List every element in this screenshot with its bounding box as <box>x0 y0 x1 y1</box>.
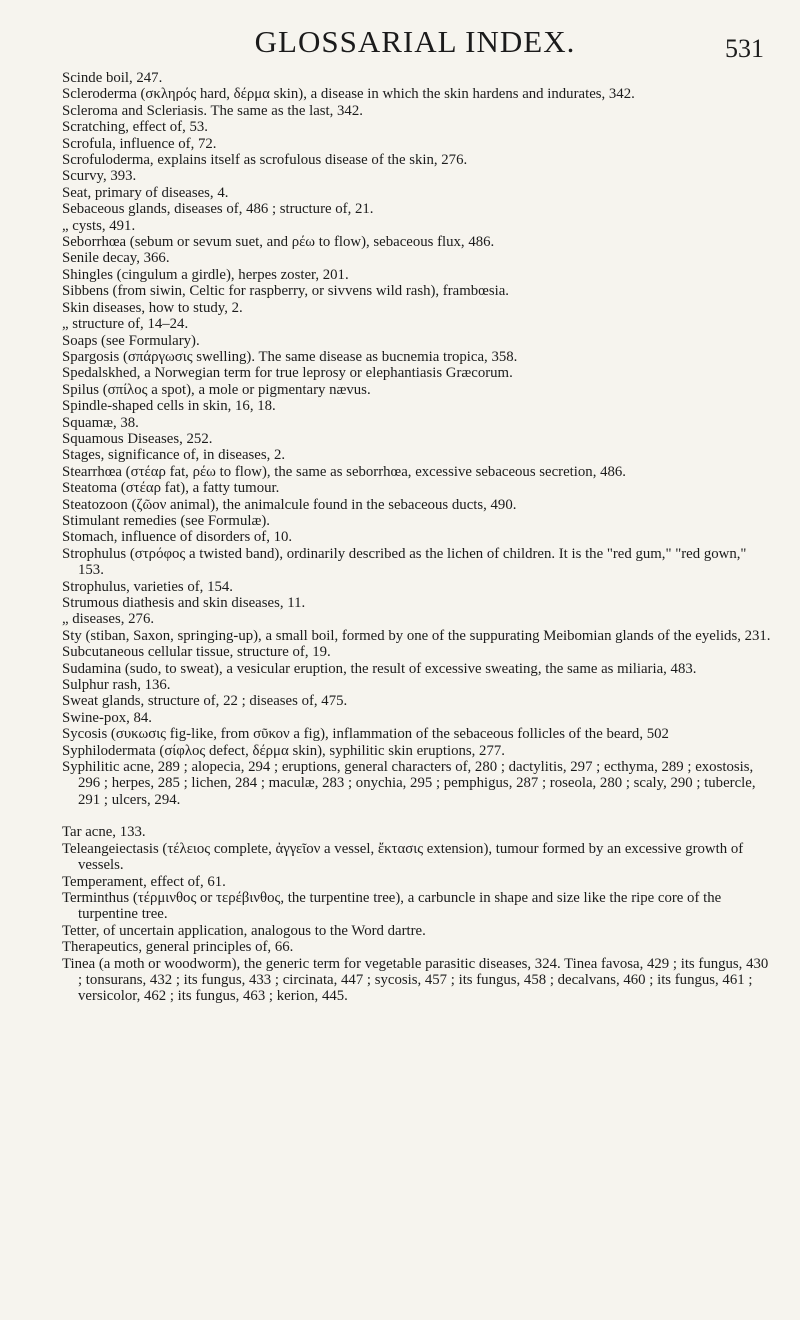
glossary-entry: Steatozoon (ζῶον animal), the animalcule found in the sebaceous ducts, 490. <box>62 496 517 513</box>
glossary-entry: Teleangeiectasis (τέλειος complete, ἀγγεῖον a vessel, ἔκτασις extension), tumour formed by an excessive growth of vessels. <box>62 840 744 874</box>
glossary-entry: Spilus (σπίλος a spot), a mole or pigmentary nævus. <box>62 381 371 398</box>
glossary-entry: Seborrhœa (sebum or sevum suet, and ρέω to flow), sebaceous flux, 486. <box>62 234 495 251</box>
glossary-entry: Sibbens (from siwin, Celtic for raspberry, or sivvens wild rash), frambœsia. <box>62 283 509 300</box>
glossary-entry: Tetter, of uncertain application, analogous to the Word dartre. <box>62 922 426 939</box>
glossary-entry: Swine-pox, 84. <box>62 709 153 726</box>
glossary-entry: Steatoma (στέαρ fat), a fatty tumour. <box>62 480 280 497</box>
glossary-entry: Skin diseases, how to study, 2. <box>62 299 243 316</box>
glossary-entry: Sweat glands, structure of, 22 ; diseases of, 475. <box>62 693 348 710</box>
glossary-subentry: „ structure of, 14–24. <box>62 316 189 333</box>
glossary-entry: Spargosis (σπάργωσις swelling). The same disease as bucnemia tropica, 358. <box>62 348 518 365</box>
glossary-entry: Sebaceous glands, diseases of, 486 ; structure of, 21. <box>62 201 374 218</box>
glossary-entry: Spedalskhed, a Norwegian term for true leprosy or elephantiasis Græcorum. <box>62 365 513 382</box>
glossary-entry: Terminthus (τέρμινθος or τερέβινθος, the turpentine tree), a carbuncle in shape and size like the ripe core of the turpentine tree. <box>62 889 722 923</box>
glossary-entry: Strumous diathesis and skin diseases, 11. <box>62 595 306 611</box>
glossary-entry: Subcutaneous cellular tissue, structure of, 19. <box>62 644 331 661</box>
glossary-entry: Stearrhœa (στέαρ fat, ρέω to flow), the same as seborrhœa, excessive sebaceous secretion, 486. <box>62 463 626 480</box>
glossary-entry: Scleroderma (σκληρός hard, δέρμα skin), a disease in which the skin hardens and indurates, 342. <box>62 86 635 103</box>
glossary-entry: Scinde boil, 247. <box>62 70 163 86</box>
glossary-entry: Syphilitic acne, 289 ; alopecia, 294 ; eruptions, general characters of, 280 ; dactylitis, 297 ; ecthyma, 289 ; exostosis, 296 ; herpes, 285 ; lichen, 284 ; maculæ, 283 ; onychia, 295 ; pemphigus, 287 ; roseola, 280 ; scaly, 290 ; tubercle, 291 ; ulcers, 294. <box>62 759 756 808</box>
glossary-subentry: „ diseases, 276. <box>62 611 155 628</box>
glossary-entry: Stimulant remedies (see Formulæ). <box>62 512 270 529</box>
glossary-entry: Seat, primary of diseases, 4. <box>62 184 229 201</box>
glossary-entry: Temperament, effect of, 61. <box>62 873 226 890</box>
glossary-entry: Scratching, effect of, 53. <box>62 119 208 136</box>
glossary-entry: Scrofuloderma, explains itself as scrofulous disease of the skin, 276. <box>62 152 468 169</box>
glossary-entry: Soaps (see Formulary). <box>62 332 200 349</box>
glossary-entry: Tinea (a moth or woodworm), the generic term for vegetable parasitic diseases, 324. Tinea favosa, 429 ; its fungus, 430 ; tonsurans, 432 ; its fungus, 433 ; circinata, 447 ; sycosis, 457 ; its fungus, 458 ; decalvans, 460 ; its fungus, 461 ; versicolor, 462 ; its fungus, 463 ; kerion, 445. <box>62 955 769 1005</box>
glossary-entry: Tar acne, 133. <box>62 824 146 841</box>
glossary-entry: Senile decay, 366. <box>62 250 170 267</box>
glossary-entry: Squamous Diseases, 252. <box>62 430 213 447</box>
glossary-entry: Stages, significance of, in diseases, 2. <box>62 447 286 464</box>
glossary-entry: Strophulus (στρόφος a twisted band), ordinarily described as the lichen of children. It is the "red gum," "red gown," 153. <box>62 545 747 579</box>
glossary-entry: Strophulus, varieties of, 154. <box>62 578 233 595</box>
glossary-entry: Syphilodermata (σίφλος defect, δέρμα skin), syphilitic skin eruptions, 277. <box>62 742 505 759</box>
glossary-entry: Scrofula, influence of, 72. <box>62 135 217 152</box>
glossary-entry: Sulphur rash, 136. <box>62 677 171 694</box>
glossary-subentry: „ cysts, 491. <box>62 217 136 234</box>
glossary-entry: Spindle-shaped cells in skin, 16, 18. <box>62 398 276 415</box>
page-title: GLOSSARIAL INDEX. <box>254 24 576 59</box>
glossary-entries <box>62 70 772 1005</box>
page-number: 531 <box>725 34 764 63</box>
glossary-entry: Shingles (cingulum a girdle), herpes zoster, 201. <box>62 266 349 283</box>
glossary-entry: Scleroma and Scleriasis. The same as the last, 342. <box>62 102 363 119</box>
glossary-entry: Stomach, influence of disorders of, 10. <box>62 529 293 546</box>
glossary-entry: Sudamina (sudo, to sweat), a vesicular eruption, the result of excessive sweating, the same as miliaria, 483. <box>62 660 697 677</box>
glossary-entry: Scurvy, 393. <box>62 168 137 185</box>
glossary-entry: Squamæ, 38. <box>62 414 139 431</box>
glossary-entry: Therapeutics, general principles of, 66. <box>62 939 294 956</box>
glossary-entry: Sycosis (συκωσις fig-like, from σῦκον a fig), inflammation of the sebaceous follicles of the beard, 502 <box>62 726 669 743</box>
glossary-entry: Sty (stiban, Saxon, springing-up), a small boil, formed by one of the suppurating Meibomian glands of the eyelids, 231. <box>62 627 771 644</box>
page-header <box>60 14 770 70</box>
